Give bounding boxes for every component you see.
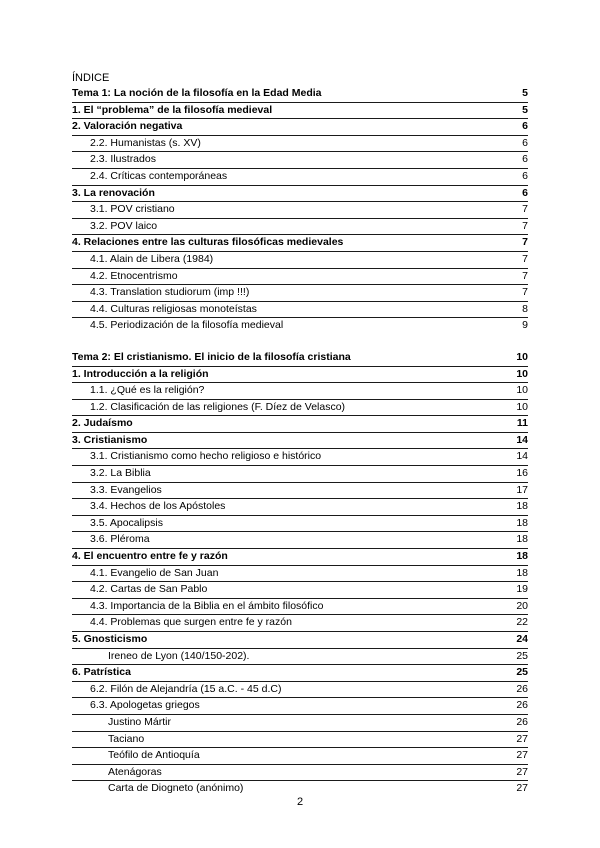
toc-entry-title: 4.1. Evangelio de San Juan [90,566,219,579]
toc-entry-title: 1.2. Clasificación de las religiones (F. Díez de Velasco) [90,400,346,413]
toc-entry-page: 7 [522,252,528,265]
toc-entry-page: 18 [516,533,528,546]
toc-entry-title: 6.2. Filón de Alejandría (15 a.C. - 45 d.C) [90,682,282,695]
toc-section-tema-2 [72,350,528,798]
toc-entry[interactable] [72,186,528,203]
toc-entry[interactable] [72,383,528,400]
toc-entry[interactable] [72,549,528,566]
toc-entry-page: 20 [516,599,528,612]
toc-entry-page: 7 [522,219,528,232]
toc-entry-page: 18 [516,516,528,529]
toc-entry-page: 25 [516,666,528,679]
toc-entry[interactable] [72,169,528,186]
toc-entry-title: 3.5. Apocalipsis [90,516,163,529]
toc-entry-title: 3.2. POV laico [90,219,158,232]
toc-entry[interactable] [72,765,528,782]
toc-entry-page: 27 [516,749,528,762]
toc-entry-page: 5 [522,103,528,116]
toc-entry-title: Ireneo de Lyon (140/150-202). [108,649,250,662]
toc-entry[interactable] [72,400,528,417]
toc-entry-page: 7 [522,269,528,282]
toc-entry-title: 3.6. Pléroma [90,533,150,546]
toc-entry[interactable] [72,302,528,319]
toc-entry-page: 6 [522,120,528,133]
toc-entry-title: 4.3. Importancia de la Biblia en el ámbito filosófico [90,599,324,612]
toc-entry-page: 26 [516,682,528,695]
toc-entry-title: 2.3. Ilustrados [90,153,156,166]
toc-entry[interactable] [72,748,528,765]
toc-section-tema-1 [72,86,528,335]
toc-entry-page: 6 [522,136,528,149]
toc-entry[interactable] [72,367,528,384]
toc-entry-title: 6. Patrística [72,666,131,679]
toc-entry-title: 2. Judaísmo [72,417,133,430]
toc-entry-title: 4.4. Culturas religiosas monoteístas [90,302,257,315]
toc-entry[interactable] [72,615,528,632]
toc-entry-title: Tema 1: La noción de la filosofía en la Edad Media [72,87,322,99]
toc-entry-title: 4.2. Cartas de San Pablo [90,583,208,596]
toc-entry-title: 4. El encuentro entre fe y razón [72,550,228,563]
toc-entry[interactable] [72,449,528,466]
toc-entry[interactable] [72,219,528,236]
toc-entry-page: 6 [522,153,528,166]
toc-entry-page: 24 [516,633,528,645]
toc-entry-title: 1. Introducción a la religión [72,367,209,380]
toc-entry-page: 9 [522,319,528,332]
toc-entry-title: 3. Cristianismo [72,433,148,446]
toc-entry[interactable] [72,715,528,732]
toc-entry[interactable] [72,566,528,583]
toc-entry-page: 10 [516,367,528,380]
toc-entry-page: 26 [516,699,528,712]
toc-entry-title: 4.5. Periodización de la filosofía medieval [90,319,284,332]
toc-entry-page: 10 [516,350,528,363]
toc-entry-page: 8 [522,302,528,315]
toc-entry-title: 3. La renovación [72,186,155,199]
toc-entry[interactable] [72,682,528,699]
toc-entry[interactable] [72,285,528,302]
toc-entry-title: 3.3. Evangelios [90,483,162,496]
toc-entry-page: 10 [516,384,528,397]
toc-entry[interactable] [72,665,528,682]
toc-entry-page: 18 [516,500,528,513]
toc-entry[interactable] [72,632,528,649]
toc-entry-page: 27 [516,782,528,795]
toc-entry-page: 18 [516,550,528,563]
toc-entry-page: 26 [516,715,528,728]
toc-entry-title: Atenágoras [108,765,162,778]
toc-entry[interactable] [72,235,528,252]
page-number: 2 [296,796,304,808]
toc-entry[interactable] [72,483,528,500]
toc-entry[interactable] [72,599,528,616]
toc-entry-title: 4.2. Etnocentrismo [90,269,178,282]
toc-entry-page: 11 [516,417,528,430]
toc-entry[interactable] [72,152,528,169]
toc-entry-title: Taciano [108,732,145,745]
toc-entry-title: 4.1. Alain de Libera (1984) [90,252,214,265]
toc-entry[interactable] [72,350,528,367]
toc-entry-page: 17 [516,483,528,496]
toc-entry[interactable] [72,516,528,533]
toc-entry[interactable] [72,416,528,433]
toc-entry-title: 1.1. ¿Qué es la religión? [90,384,205,397]
toc-entry[interactable] [72,499,528,516]
toc-entry-title: 2.2. Humanistas (s. XV) [90,136,201,149]
toc-entry[interactable] [72,318,528,335]
toc-entry-page: 10 [516,400,528,413]
toc-entry-title: Teófilo de Antioquía [108,749,200,762]
toc-entry-title: 2.4. Críticas contemporáneas [90,169,228,182]
toc-entry[interactable] [72,269,528,286]
toc-entry-page: 27 [516,732,528,745]
toc-entry[interactable] [72,86,528,103]
toc-entry-title: Carta de Diogneto (anónimo) [108,782,244,795]
toc-entry[interactable] [72,136,528,153]
toc-entry-page: 27 [516,765,528,778]
toc-entry-page: 22 [516,616,528,629]
toc-entry[interactable] [72,433,528,450]
toc-entry[interactable] [72,466,528,483]
toc-entry-title: 2. Valoración negativa [72,120,183,133]
toc-entry-title: 5. Gnosticismo [72,633,148,645]
toc-entry-title: 1. El “problema” de la filosofía medieval [72,103,273,116]
toc-entry-title: 4.3. Translation studiorum (imp !!!) [90,286,250,299]
toc-entry-title: 3.1. Cristianismo como hecho religioso e histórico [90,450,322,463]
toc-entry-title: 3.1. POV cristiano [90,203,175,216]
toc-entry-page: 14 [516,433,528,446]
toc-entry-page: 7 [522,236,528,249]
toc-entry-page: 6 [522,169,528,182]
toc-entry[interactable] [72,532,528,549]
toc-entry-page: 25 [516,649,528,662]
toc-entry-page: 5 [522,87,528,99]
toc-entry[interactable] [72,252,528,269]
toc-entry-page: 7 [522,286,528,299]
toc-entry[interactable] [72,202,528,219]
section-gap [72,335,528,350]
toc-entry-page: 14 [516,450,528,463]
toc-entry-title: Tema 2: El cristianismo. El inicio de la filosofía cristiana [72,350,351,363]
toc-entry[interactable] [72,732,528,749]
toc-entry-page: 7 [522,203,528,216]
toc-entry-title: 4.4. Problemas que surgen entre fe y razón [90,616,292,629]
toc-entry-page: 19 [516,583,528,596]
toc-heading: ÍNDICE [72,72,110,84]
toc-entry[interactable] [72,119,528,136]
table-of-contents [72,86,528,798]
toc-entry[interactable] [72,698,528,715]
toc-entry-title: Justino Mártir [108,715,172,728]
toc-entry[interactable] [72,582,528,599]
toc-entry-page: 16 [516,467,528,480]
toc-entry-page: 18 [516,566,528,579]
toc-entry-title: 3.2. La Biblia [90,467,151,480]
toc-entry-page: 6 [522,186,528,199]
toc-entry-title: 3.4. Hechos de los Apóstoles [90,500,226,513]
toc-entry-title: 6.3. Apologetas griegos [90,699,200,712]
toc-entry[interactable] [72,103,528,120]
toc-entry-title: 4. Relaciones entre las culturas filosóficas medievales [72,236,344,249]
toc-entry[interactable] [72,649,528,666]
